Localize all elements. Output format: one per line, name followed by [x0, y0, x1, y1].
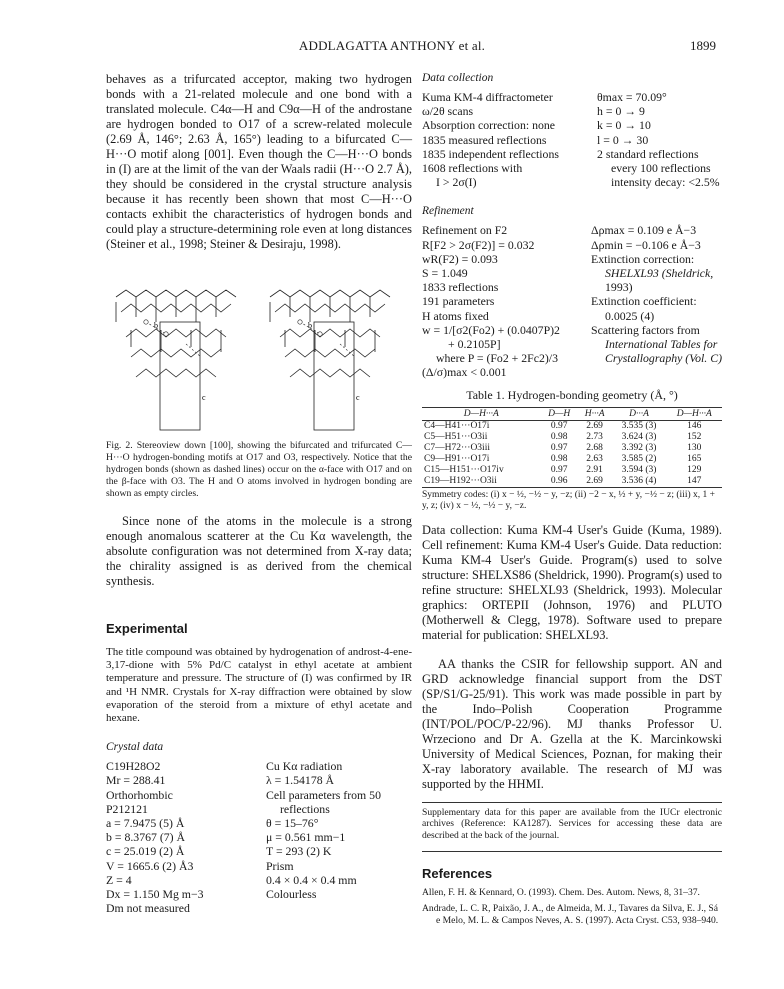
observed-criterion: I > 2σ(I) [436, 175, 477, 190]
independent-reflections: 1835 independent reflections [422, 146, 559, 161]
density-m: Dm not measured [106, 901, 190, 916]
experimental-text: The title compound was obtained by hydrogenation of androst-4-ene-3,17-dione with 5% Pd/C catalyst in ethyl acetate at ambient temperature and pressure. The structure of (I) was confirmed by IR and ¹H NMR. Crystals for X-ray diffraction were obtained by slow evaporation of the steroid from a mixture of ethyl acetate and hexane. [106, 646, 412, 725]
stereoview-drawing [106, 282, 412, 432]
table-row [422, 454, 722, 465]
refinement-on: Refinement on F2 [422, 223, 508, 238]
scattering-source: International Tables for [605, 337, 718, 352]
cell-params-cont: reflections [280, 801, 330, 816]
absorption-correction: Absorption correction: none [422, 118, 556, 133]
scan-type: ω/2θ scans [422, 104, 474, 119]
cell: 0.97 [550, 464, 568, 475]
h-range: h = 0 → 9 [597, 104, 645, 119]
reference-item: Allen, F. H. & Kennard, O. (1993). Chem. Des. Autom. News, 8, 31–37. [422, 887, 700, 899]
unit-cell-right [314, 322, 354, 430]
cell: 2.69 [586, 420, 603, 431]
table-row [422, 476, 722, 487]
scattering-source-cont: Crystallography (Vol. C) [605, 351, 722, 366]
crystal-shape: Prism [266, 858, 294, 873]
cell: 146 [687, 420, 702, 431]
measured-reflections: 1835 measured reflections [422, 132, 547, 147]
hbond-table [422, 407, 722, 487]
cell: 165 [687, 453, 702, 464]
mu-value: μ = 0.561 mm−1 [266, 830, 346, 845]
data-collection-heading: Data collection [422, 72, 494, 84]
stereoview-figure [106, 282, 412, 432]
cell: 0.97 [550, 420, 568, 431]
cell: C15—H151···O17iv [424, 464, 504, 475]
cell: C7—H72···O3iii [424, 442, 490, 453]
right-column [422, 72, 722, 931]
crystal-formula: C19H28O2 [106, 759, 161, 774]
cell: C5—H51···O3ii [424, 431, 488, 442]
cell: 2.69 [586, 475, 603, 486]
axis-label-b-right: b [308, 321, 312, 330]
weighting-scheme: w = 1/[σ2(Fo2) + (0.0407P)2 [422, 322, 560, 337]
cell-c: c = 25.019 (2) Å [106, 844, 185, 859]
extinction-coefficient: Extinction coefficient: [591, 294, 697, 309]
axis-label-c: c [202, 393, 206, 402]
crystal-system: Orthorhombic [106, 787, 173, 802]
diffractometer: Kuma KM-4 diffractometer [422, 90, 553, 104]
wr-factor: wR(F2) = 0.093 [422, 251, 498, 266]
cell: 2.73 [586, 431, 603, 442]
cell: 0.98 [550, 431, 568, 442]
parameters: 191 parameters [422, 294, 495, 309]
cell: 3.535 (3) [621, 420, 657, 431]
supplementary-note: Supplementary data for this paper are available from the IUCr electronic archives (Reference: KA1287). Services for accessing these data are described at the back of the journal. [422, 806, 722, 841]
goodness-of-fit: S = 1.049 [422, 266, 468, 281]
temperature: T = 293 (2) K [266, 844, 332, 859]
figure-caption: Fig. 2. Stereoview down [100], showing the bifurcated and trifurcated C—H···O hydrogen-bonding motifs at O17 and O3, respectively. Notice that the hydrogen bonds (shown as dashed lines) occur on the α-face with O17 and on the β-face with O3. The H and O atoms involved in hydrogen bonding are shown as empty circles. [106, 440, 412, 499]
cell: C9—H91···O17i [424, 453, 490, 464]
cell: 0.98 [550, 453, 568, 464]
unit-cell-left [160, 322, 200, 430]
data-collection-block [422, 90, 722, 189]
intro-paragraph: behaves as a trifurcated acceptor, making two hydrogen bonds with a 21-related molecule and one bond with a translated molecule. C4α—H and C9α—H of the androstane are hydrogen bonded to O17 of a screw-related molecule (2.69 Å, 146°; 2.63 Å, 165°) leading to a bifurcated C—H···O motif along [001]. Even though the C—H···O bonds in (I) are at the limit of the van der Waals radii (H···O 2.7 Å), they should be considered in the crystal structure analysis because it has recently been shown that most C—H···O contacts exhibit the characteristics of hydrogen bonds and could play a structure-determining role even at long distances (Steiner et al., 1998; Steiner & Desiraju, 1998). [106, 72, 412, 251]
references-heading: References [422, 866, 493, 882]
shift-error-max: (Δ/σ)max < 0.001 [422, 365, 507, 380]
h-atoms: H atoms fixed [422, 308, 489, 323]
refinement-reflections: 1833 reflections [422, 280, 499, 295]
cell: 0.97 [550, 442, 568, 453]
observed-reflections: 1608 reflections with [422, 161, 523, 176]
page-number: 1899 [690, 38, 716, 53]
cell-params: Cell parameters from 50 [266, 787, 381, 802]
cell: 3.585 (2) [621, 453, 657, 464]
extinction-value: 0.0025 (4) [605, 308, 655, 323]
weighting-p-def: where P = (Fo2 + 2Fc2)/3 [436, 351, 558, 366]
theta-max: θmax = 70.09° [597, 90, 667, 104]
table-row [422, 465, 722, 476]
l-range: l = 0 → 30 [597, 132, 649, 147]
software-paragraph: Data collection: Kuma KM-4 User's Guide (Kuma, 1989). Cell refinement: Kuma KM-4 User's Guide. Data reduction: Kuma KM-4 User's Guide. Program(s) used to solve structure: SHELXS86 (Sheldrick, 1990). Program(s) used to refine structure: SHELXL93 (Sheldrick, 1993). Molecular graphics: ORTEPII (Johnson, 1976) and PLUTO (Motherwell & Clegg, 1978). Software used to prepare material for publication: SHELXL93. [422, 522, 722, 642]
reference-item: Andrade, L. C. R, Paixão, J. A., de Almeida, M. J., Tavares da Silva, E. J., Sá e Melo, M. L. & Campos Neves, A. S. (1997). Acta Cryst. C53, 938–940. [422, 903, 719, 927]
extinction-correction: Extinction correction: [591, 251, 695, 266]
crystal-data-heading: Crystal data [106, 741, 164, 754]
cell: 147 [687, 475, 702, 486]
col-dha: D—H···A [422, 407, 541, 420]
scattering-factors: Scattering factors from [591, 322, 700, 337]
cell: 2.63 [586, 453, 603, 464]
table-row [422, 432, 722, 443]
cell: 129 [687, 464, 702, 475]
table-row [422, 420, 722, 432]
col-angle: D—H···A [667, 407, 722, 420]
table-row [422, 443, 722, 454]
cell: C19—H192···O3ii [424, 475, 497, 486]
crystal-colour: Colourless [266, 887, 317, 902]
chirality-paragraph: Since none of the atoms in the molecule is a strong enough anomalous scatterer at the Cu Kα wavelength, the absolute configuration was not determined from X-ray data; the chirality assigned is as derived from the chemical synthesis. [106, 514, 412, 588]
cell-b: b = 8.3767 (7) Å [106, 830, 186, 845]
refinement-heading: Refinement [422, 205, 474, 218]
cell: 130 [687, 442, 702, 453]
col-da: D···A [611, 407, 666, 420]
refinement-block [422, 223, 722, 379]
cell: 3.594 (3) [621, 464, 657, 475]
axis-label-b: b [154, 321, 158, 330]
divider [422, 802, 722, 803]
cell-a: a = 7.9475 (5) Å [106, 816, 185, 831]
z-value: Z = 4 [106, 872, 132, 887]
col-dh: D—H [541, 407, 578, 420]
radiation: Cu Kα radiation [266, 759, 343, 774]
crystal-size: 0.4 × 0.4 × 0.4 mm [266, 872, 357, 887]
rho-max: Δρmax = 0.109 e Å−3 [591, 223, 697, 238]
crystal-data-block [106, 759, 412, 915]
intensity-decay: intensity decay: <2.5% [611, 175, 720, 190]
cell: 3.536 (4) [621, 475, 657, 486]
r-factor: R[F2 > 2σ(F2)] = 0.032 [422, 237, 535, 252]
cell: 2.91 [586, 464, 603, 475]
left-column [106, 72, 412, 915]
space-group: P212121 [106, 801, 148, 816]
symmetry-codes: Symmetry codes: (i) x − ½, −½ − y, −z; (ii) −2 − x, ½ + y, −½ − z; (iii) x, 1 + y, z; (iv) x − ½, −½ − y, −z. [422, 487, 722, 513]
cell: 2.68 [586, 442, 603, 453]
cell: 3.624 (3) [621, 431, 657, 442]
cell: C4—H41···O17i [424, 420, 490, 431]
wavelength: λ = 1.54178 Å [266, 773, 335, 788]
cell-volume: V = 1665.6 (2) Å3 [106, 858, 194, 873]
standard-frequency: every 100 reflections [611, 161, 711, 176]
crystal-mr: Mr = 288.41 [106, 773, 166, 788]
cell: 152 [687, 431, 702, 442]
cell: 3.392 (3) [621, 442, 657, 453]
extinction-year: 1993) [605, 280, 633, 295]
col-ha: H···A [578, 407, 612, 420]
k-range: k = 0 → 10 [597, 118, 651, 133]
axis-label-c-right: c [356, 393, 360, 402]
extinction-program: SHELXL93 (Sheldrick, [605, 266, 714, 281]
divider [422, 851, 722, 852]
rho-min: Δρmin = −0.106 e Å−3 [591, 237, 701, 252]
theta-range: θ = 15–76° [266, 816, 319, 831]
acknowledgements: AA thanks the CSIR for fellowship support. AN and GRD acknowledge financial support from the DST (SP/S1/G-25/91). This work was made possible in part by the Indo–Polish Cooperation Programme (INT/POL/POC/P-22/96). MJ thanks Professor U. Wrzeciono and Dr A. Gzella at the K. Marcinkowski University of Medical Sciences, Poznan, for making their X-ray laboratory available. The research of MJ was supported by the HHMI. [422, 656, 722, 791]
table-title: Table 1. Hydrogen-bonding geometry (Å, °) [466, 387, 678, 402]
weighting-scheme-cont: + 0.2105P] [448, 337, 501, 352]
density-x: Dx = 1.150 Mg m−3 [106, 887, 204, 902]
cell: 0.96 [550, 475, 568, 486]
experimental-heading: Experimental [106, 621, 188, 636]
standard-reflections: 2 standard reflections [597, 146, 699, 161]
running-title: ADDLAGATTA ANTHONY et al. [298, 38, 486, 53]
